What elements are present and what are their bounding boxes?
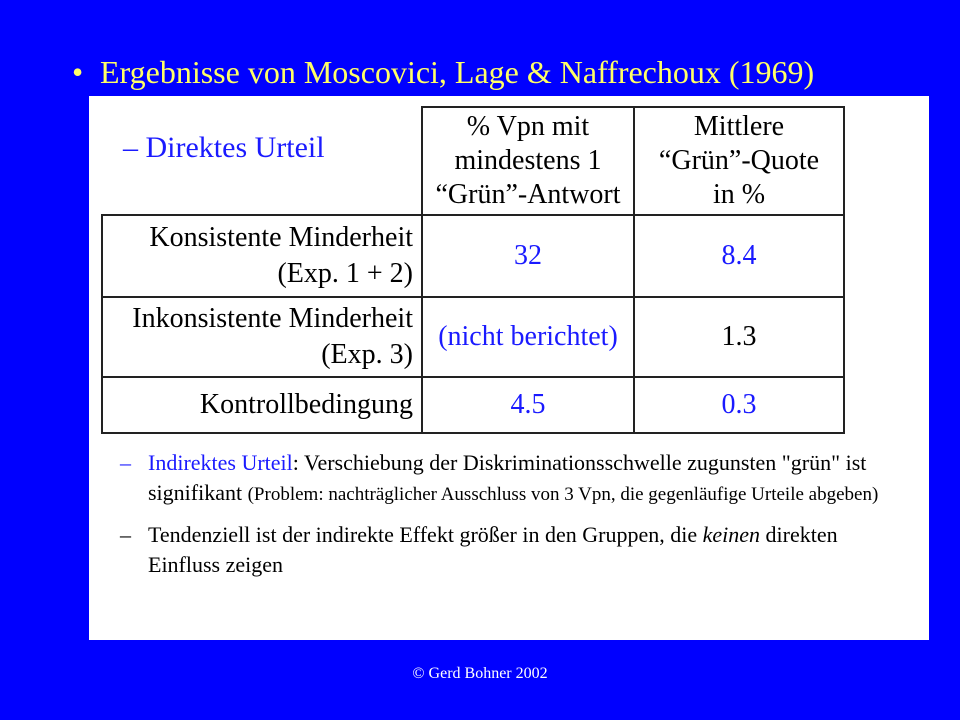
col-header-percent-vpn: [421, 106, 635, 216]
row-label-kontrollbedingung: [101, 376, 423, 434]
col-header-line: Mittlere: [693, 111, 785, 142]
note-parenthetical: (Problem: nachträglicher Ausschluss von 3 Vpn, die gegenläufige Urteile abgeben): [247, 484, 879, 505]
slide-title: [72, 52, 814, 92]
row-label-line: Inkonsistente Minderheit: [132, 303, 413, 334]
row-label-line: (Exp. 3): [321, 339, 413, 370]
row-label-inkonsistente: [101, 296, 423, 378]
cell-value: 0.3: [721, 389, 757, 420]
cell-value: (nicht berichtet): [438, 321, 618, 352]
row-label-line: Konsistente Minderheit: [149, 222, 413, 253]
notes-list: [120, 448, 880, 590]
section-label-direktes-urteil: – Direktes Urteil: [123, 131, 325, 164]
cell-value: 4.5: [510, 389, 546, 420]
copyright-footer: © Gerd Bohner 2002: [412, 665, 548, 682]
col-header-line: mindestens 1: [454, 145, 602, 176]
cell-konsistente-percent: [421, 214, 635, 298]
col-header-line: “Grün”-Antwort: [435, 179, 621, 210]
note-text: : Verschiebung der Diskriminationsschwelle zugunsten "grün" ist signifikant: [148, 450, 867, 505]
note-indirektes-urteil: [120, 448, 880, 510]
cell-inkonsistente-quote: [633, 296, 845, 378]
note-tendenziell: [120, 520, 880, 580]
note-lead: Indirektes Urteil: [148, 450, 293, 475]
title-bullet: •: [72, 54, 84, 90]
col-header-line: “Grün”-Quote: [658, 145, 820, 176]
note-emphasis: keinen: [702, 522, 760, 547]
row-label-line: (Exp. 1 + 2): [277, 258, 413, 289]
cell-value: 1.3: [721, 321, 757, 352]
cell-inkonsistente-percent: [421, 296, 635, 378]
cell-konsistente-quote: [633, 214, 845, 298]
note-text-end: direkten Einfluss zeigen: [148, 522, 838, 577]
row-label-konsistente: [101, 214, 423, 298]
cell-kontroll-quote: [633, 376, 845, 434]
col-header-line: % Vpn mit: [466, 111, 590, 142]
cell-kontroll-percent: [421, 376, 635, 434]
cell-value: 8.4: [721, 240, 757, 271]
note-dash: –: [120, 522, 131, 547]
note-text: Tendenziell ist der indirekte Effekt größer in den Gruppen, die: [148, 522, 703, 547]
title-text: Ergebnisse von Moscovici, Lage & Naffrechoux (1969): [100, 54, 815, 90]
col-header-gruen-quote: [633, 106, 845, 216]
note-dash: –: [120, 450, 131, 475]
cell-value: 32: [514, 240, 542, 271]
col-header-line: in %: [712, 179, 766, 210]
row-label-line: Kontrollbedingung: [199, 389, 413, 420]
